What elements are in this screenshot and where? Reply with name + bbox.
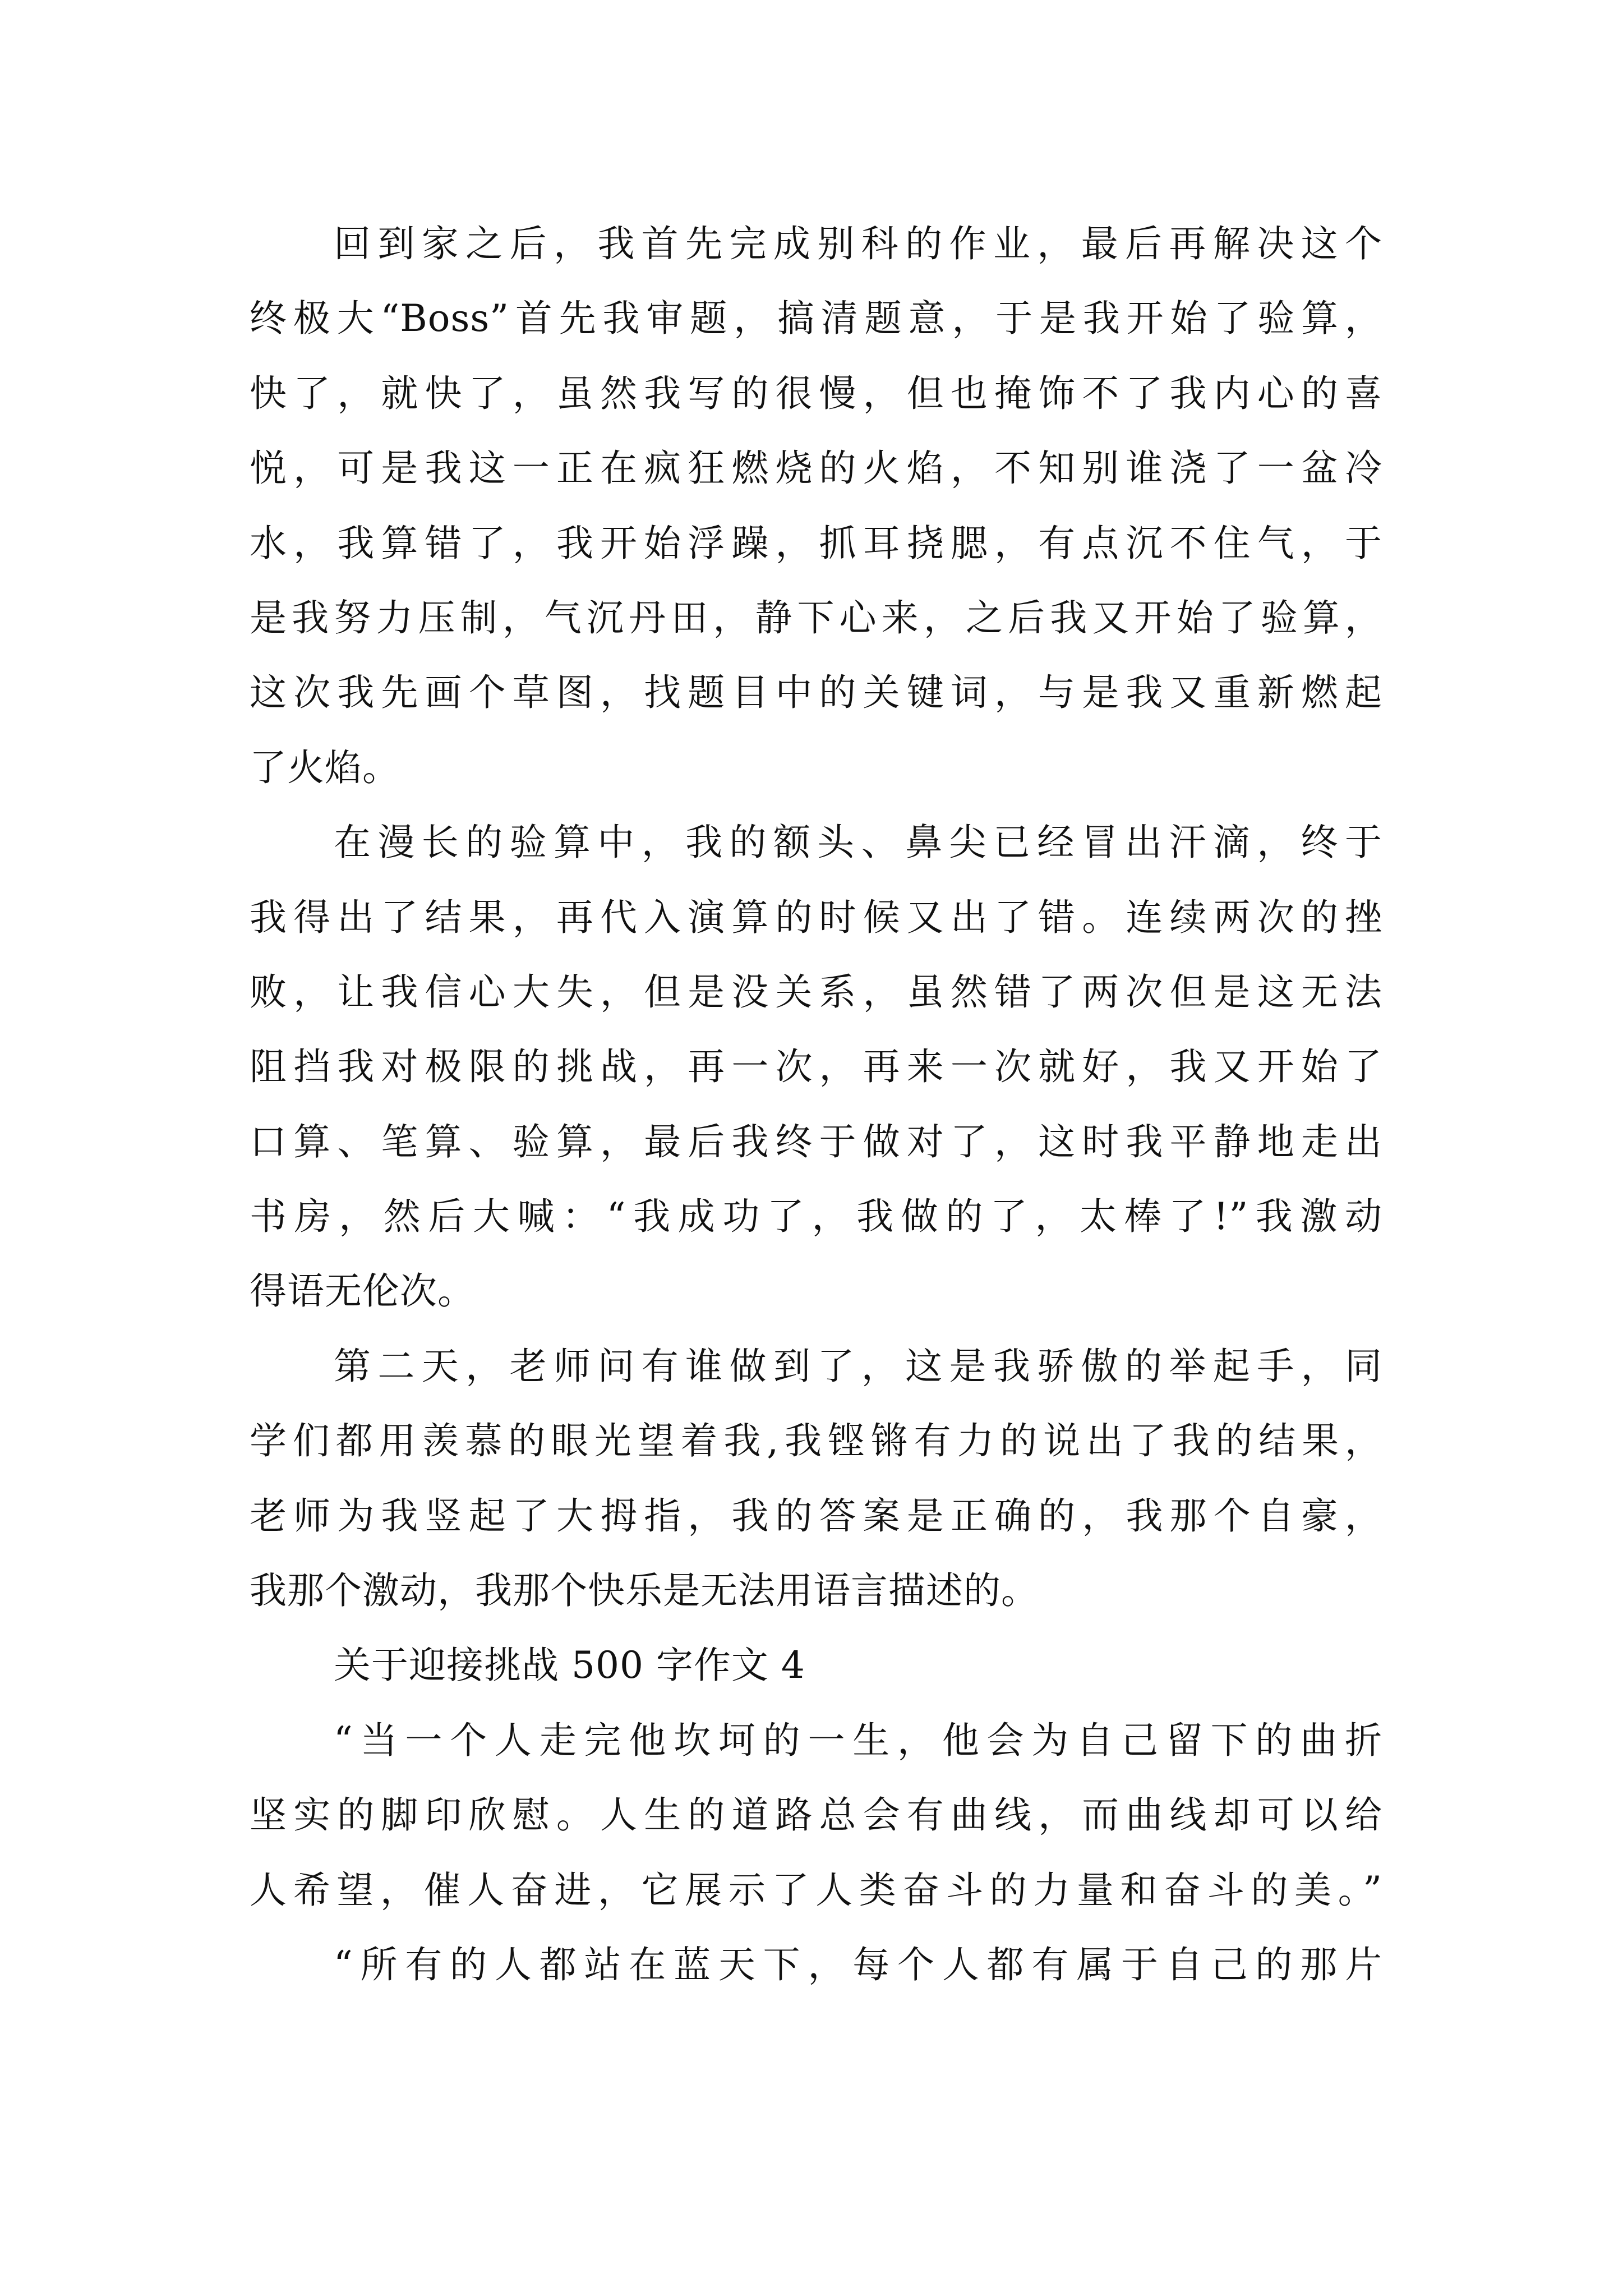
text-line: “当一个人走完他坎坷的一生，他会为自己留下的曲折 xyxy=(334,1718,1382,1762)
text-line: 这次我先画个草图，找题目中的关键词，与是我又重新燃起 xyxy=(250,671,1382,715)
text-line: 人希望，催人奋进，它展示了人类奋斗的力量和奋斗的美。” xyxy=(250,1868,1382,1912)
text-line: “所有的人都站在蓝天下，每个人都有属于自己的那片 xyxy=(334,1943,1382,1986)
text-line: 回到家之后，我首先完成别科的作业，最后再解决这个 xyxy=(334,222,1382,265)
text-line: 书房，然后大喊：“我成功了，我做的了，太棒了!”我激动 xyxy=(250,1195,1382,1239)
text-line: 口算、笔算、验算，最后我终于做对了，这时我平静地走出 xyxy=(250,1120,1382,1163)
text-line: 快了，就快了，虽然我写的很慢，但也掩饰不了我内心的喜 xyxy=(250,371,1382,415)
text-line: 水，我算错了，我开始浮躁，抓耳挠腮，有点沉不住气，于 xyxy=(250,521,1382,565)
section-heading: 关于迎接挑战 500 字作文 4 xyxy=(334,1644,805,1687)
text-line: 坚实的脚印欣慰。人生的道路总会有曲线，而曲线却可以给 xyxy=(250,1793,1382,1837)
essay-text-block xyxy=(250,206,1382,2002)
text-line: 悦，可是我这一正在疯狂燃烧的火焰，不知别谁浇了一盆冷 xyxy=(250,447,1382,490)
text-line: 我那个激动，我那个快乐是无法用语言描述的。 xyxy=(250,1569,1039,1613)
text-line: 学们都用羡慕的眼光望着我,我铿锵有力的说出了我的结果， xyxy=(250,1419,1382,1463)
text-line: 老师为我竖起了大拇指，我的答案是正确的，我那个自豪， xyxy=(250,1494,1382,1538)
text-line: 了火焰。 xyxy=(250,746,400,789)
text-line: 在漫长的验算中，我的额头、鼻尖已经冒出汗滴，终于 xyxy=(334,821,1382,864)
text-line: 是我努力压制，气沉丹田，静下心来，之后我又开始了验算， xyxy=(250,596,1382,639)
text-line: 阻挡我对极限的挑战，再一次，再来一次就好，我又开始了 xyxy=(250,1045,1382,1089)
text-line: 败，让我信心大失，但是没关系，虽然错了两次但是这无法 xyxy=(250,970,1382,1014)
text-line: 得语无伦次。 xyxy=(250,1269,475,1313)
text-line: 第二天，老师问有谁做到了，这是我骄傲的举起手，同 xyxy=(334,1344,1382,1388)
text-line: 我得出了结果，再代入演算的时候又出了错。连续两次的挫 xyxy=(250,895,1382,939)
text-line: 终极大“Boss”首先我审题，搞清题意，于是我开始了验算， xyxy=(250,297,1382,341)
